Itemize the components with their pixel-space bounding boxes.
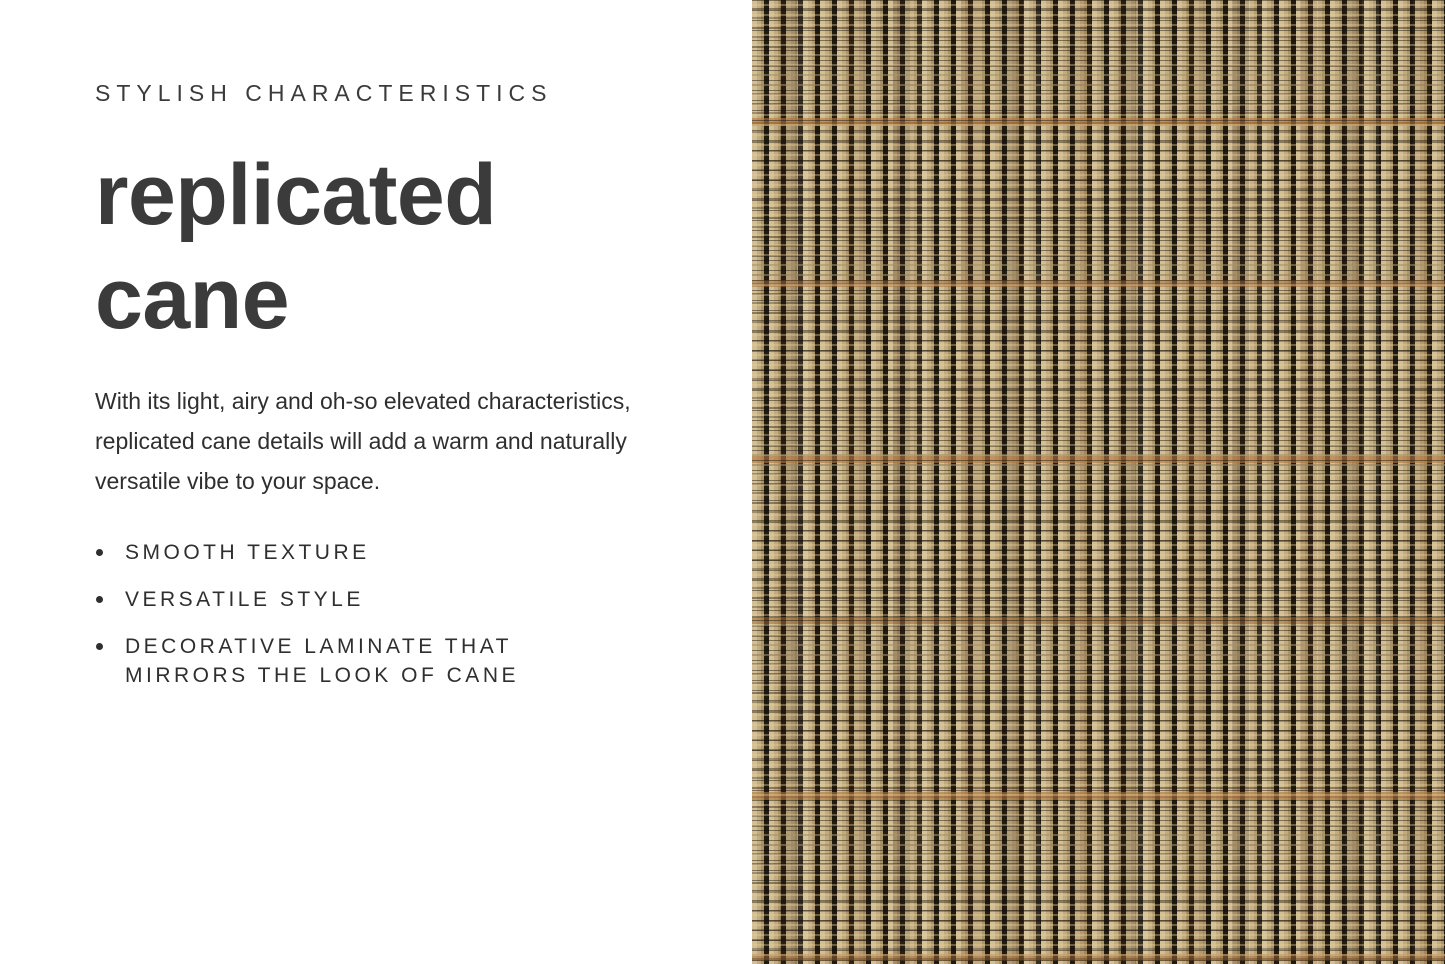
description-text: With its light, airy and oh-so elevated characteristics, replicated cane details will add a warm and naturally versatile vibe to your space. — [95, 388, 631, 494]
feature-label: DECORATIVE LAMINATE THAT MIRRORS THE LOOK OF CANE — [125, 635, 519, 687]
page-title-line-2: cane — [95, 251, 290, 347]
page-title-line-1: replicated — [95, 147, 497, 243]
list-item — [95, 585, 565, 614]
bullet-icon — [96, 596, 103, 603]
page-title — [95, 143, 692, 351]
feature-label: SMOOTH TEXTURE — [125, 541, 370, 564]
list-item — [95, 538, 565, 567]
eyebrow-label: STYLISH CHARACTERISTICS — [95, 80, 553, 106]
list-item — [95, 632, 565, 690]
feature-list — [95, 538, 565, 690]
bullet-icon — [96, 643, 103, 650]
bullet-icon — [96, 549, 103, 556]
cane-texture-image — [752, 0, 1445, 964]
feature-label: VERSATILE STYLE — [125, 588, 364, 611]
